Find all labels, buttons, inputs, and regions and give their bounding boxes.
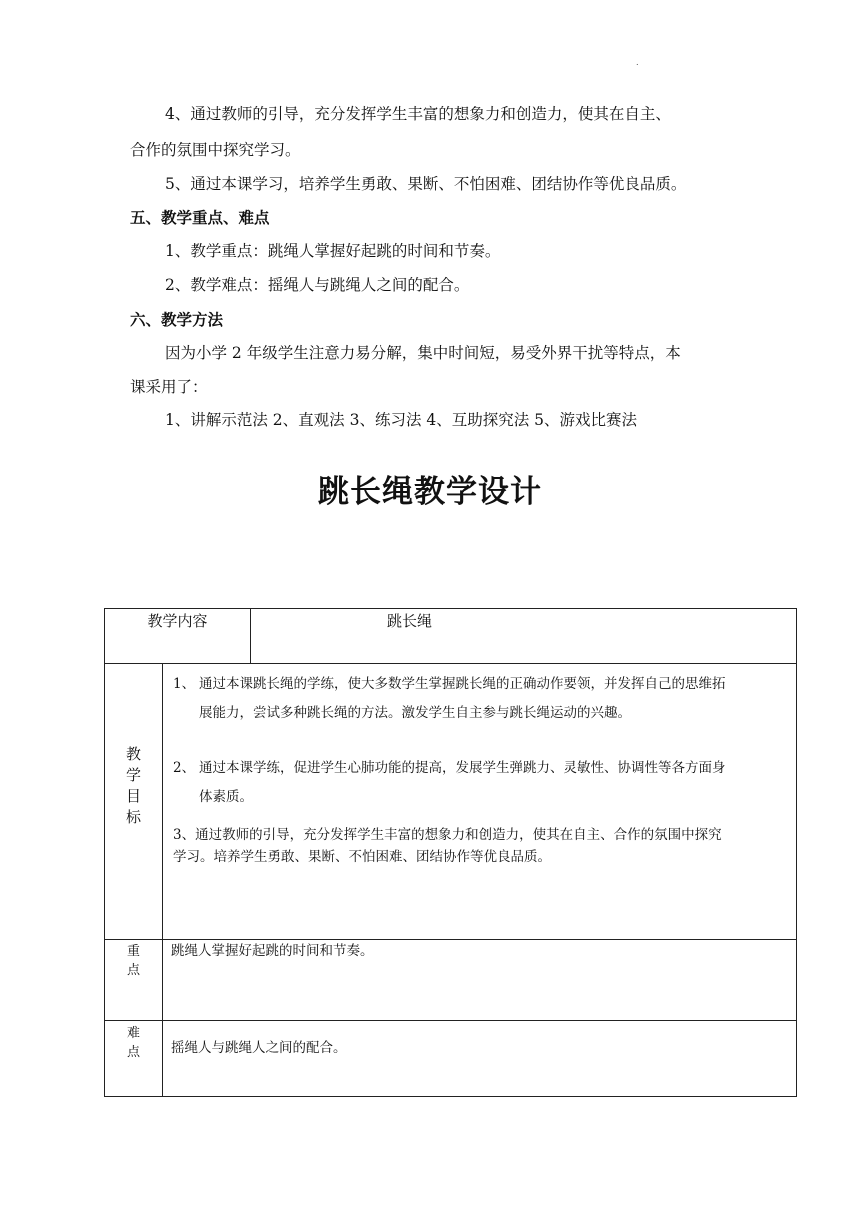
key-point-value: 跳绳人掌握好起跳的时间和节奏。 (171, 943, 374, 959)
section-5-heading: 五、教学重点、难点 (130, 209, 270, 227)
content-row (105, 609, 797, 664)
difficulty-value-cell (163, 1021, 797, 1097)
goal-item-text: 体素质。 (199, 789, 253, 805)
goals-label-char: 学 (125, 766, 141, 784)
goal-item-number: 1、 (173, 676, 196, 692)
key-label-char: 点 (126, 963, 140, 978)
goals-content-cell (163, 664, 797, 940)
goals-label-char: 目 (125, 787, 141, 805)
methods-list: 1、讲解示范法 2、直观法 3、练习法 4、互助探究法 5、游戏比赛法 (165, 411, 638, 429)
goals-label-char: 标 (125, 808, 141, 826)
content-label: 教学内容 (147, 612, 208, 630)
key-value-cell (163, 940, 797, 1021)
goal-item-text: 3、通过教师的引导，充分发挥学生丰富的想象力和创造力，使其在自主、合作的氛围中探究 (173, 827, 722, 843)
goal-item-text: 通过本课跳长绳的学练，使大多数学生掌握跳长绳的正确动作要领，并发挥自己的思维拓 (199, 676, 726, 692)
key-point-row (105, 940, 797, 1021)
difficulty-row (105, 1021, 797, 1097)
goals-label-char: 教 (125, 745, 141, 763)
content-value-cell (251, 609, 797, 664)
lesson-plan-table (104, 608, 797, 1097)
section-6-heading: 六、教学方法 (130, 311, 224, 329)
goal-5: 5、通过本课学习，培养学生勇敢、果断、不怕困难、团结协作等优良品质。 (165, 175, 687, 193)
difficulty-item: 2、教学难点：摇绳人与跳绳人之间的配合。 (165, 276, 470, 294)
goal-item-text: 学习。培养学生勇敢、果断、不怕困难、团结协作等优良品质。 (173, 849, 551, 865)
goal-item-number: 2、 (173, 760, 196, 776)
goal-item-2 (173, 754, 788, 812)
document-title: 跳长绳教学设计 (318, 474, 542, 510)
methods-intro-line1: 因为小学 2 年级学生注意力易分解，集中时间短，易受外界干扰等特点，本 (165, 344, 681, 362)
content-label-cell (105, 609, 251, 664)
difficulty-value: 摇绳人与跳绳人之间的配合。 (171, 1040, 347, 1056)
content-value: 跳长绳 (387, 612, 433, 630)
goal-4-line1: 4、通过教师的引导，充分发挥学生丰富的想象力和创造力，使其在自主、 (165, 105, 671, 123)
key-label-cell (105, 940, 163, 1021)
goal-item-3 (173, 824, 788, 868)
goals-row (105, 664, 797, 940)
goal-item-text: 通过本课学练，促进学生心肺功能的提高，发展学生弹跳力、灵敏性、协调性等各方面身 (199, 760, 726, 776)
key-label-char: 重 (126, 944, 140, 959)
goal-4-line2: 合作的氛围中探究学习。 (130, 141, 301, 159)
goals-label-cell (105, 664, 163, 940)
difficulty-label-cell (105, 1021, 163, 1097)
methods-intro-line2: 课采用了： (130, 378, 208, 396)
difficulty-label-char: 点 (126, 1045, 140, 1060)
difficulty-label-char: 难 (126, 1026, 140, 1041)
page-marker: . (636, 58, 639, 67)
goal-item-text: 展能力，尝试多种跳长绳的方法。激发学生自主参与跳长绳运动的兴趣。 (199, 705, 631, 721)
key-point-item: 1、教学重点：跳绳人掌握好起跳的时间和节奏。 (165, 242, 501, 260)
goal-item-1 (173, 670, 788, 728)
